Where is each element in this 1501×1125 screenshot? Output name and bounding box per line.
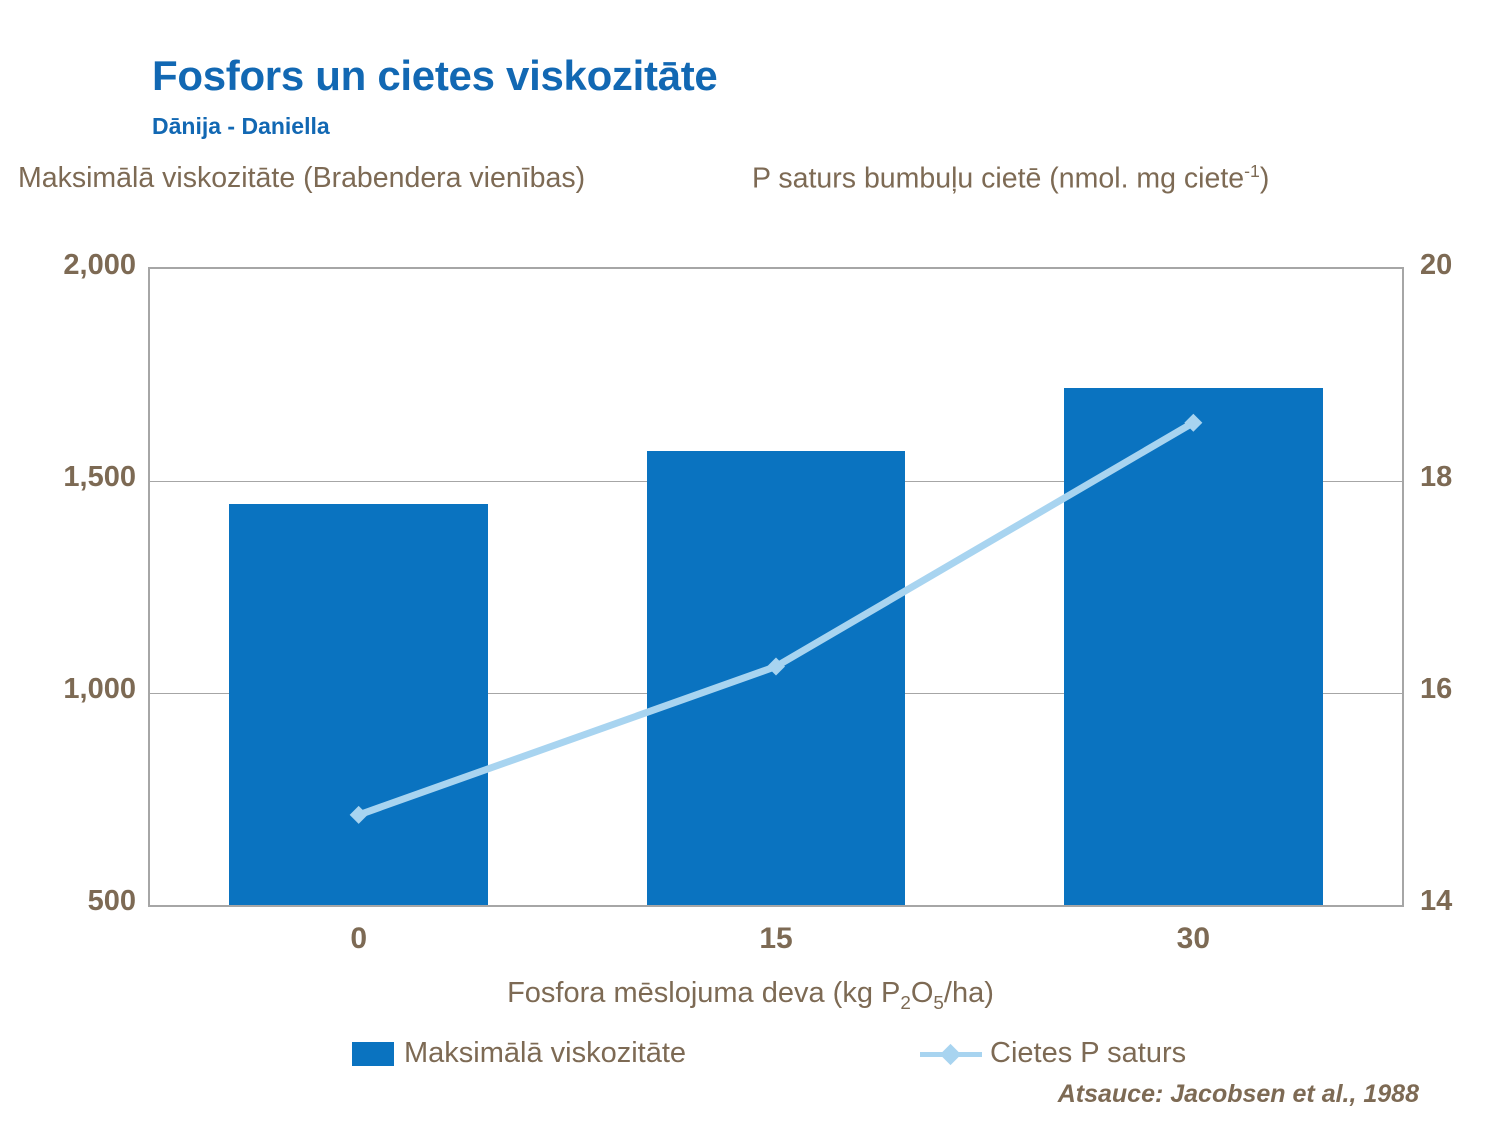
legend-item-bar [352,1037,686,1070]
right-axis-title [752,160,1492,197]
x-axis-title-sub-2: 2 [900,991,911,1013]
chart-legend [0,1037,1501,1077]
x-axis-title-mid: O [910,977,934,1009]
left-ytick-2000: 2,000 [63,249,136,281]
left-ytick-1000: 1,000 [63,673,136,705]
line-series-svg [150,269,1402,905]
right-axis-title-main: P saturs bumbuļu cietē (nmol. mg ciete [752,162,1245,195]
legend-line-marker-icon [940,1043,961,1064]
legend-line-label: Cietes P saturs [990,1037,1187,1069]
legend-line-swatch-icon [920,1042,982,1066]
plot-area [148,267,1404,907]
legend-bar-label: Maksimālā viskozitāte [404,1037,687,1069]
x-axis-title-sub-5: 5 [933,991,944,1013]
right-axis-title-tail: ) [1259,162,1270,195]
x-axis-title-post: /ha) [943,977,994,1009]
left-ytick-1500: 1,500 [63,461,136,493]
right-ytick-16: 16 [1420,673,1453,705]
left-axis-title: Maksimālā viskozitāte (Brabendera vienības) [18,162,586,194]
chart-subtitle: Dānija - Daniella [152,113,330,139]
right-axis-title-superscript: -1 [1244,161,1260,181]
source-note: Atsauce: Jacobsen et al., 1988 [1057,1080,1419,1108]
right-ytick-18: 18 [1420,461,1453,493]
legend-item-line [920,1037,1186,1070]
left-ytick-500: 500 [87,885,136,917]
right-ytick-14: 14 [1420,885,1453,917]
legend-bar-swatch-icon [352,1042,394,1066]
x-axis-title [0,977,1501,1014]
x-axis-title-pre: Fosfora mēslojuma deva (kg P [507,977,901,1009]
xtick-0: 0 [350,922,367,955]
right-ytick-20: 20 [1420,249,1453,281]
chart-title: Fosfors un cietes viskozitāte [152,52,718,99]
xtick-30: 30 [1176,922,1211,955]
xtick-15: 15 [759,922,793,955]
